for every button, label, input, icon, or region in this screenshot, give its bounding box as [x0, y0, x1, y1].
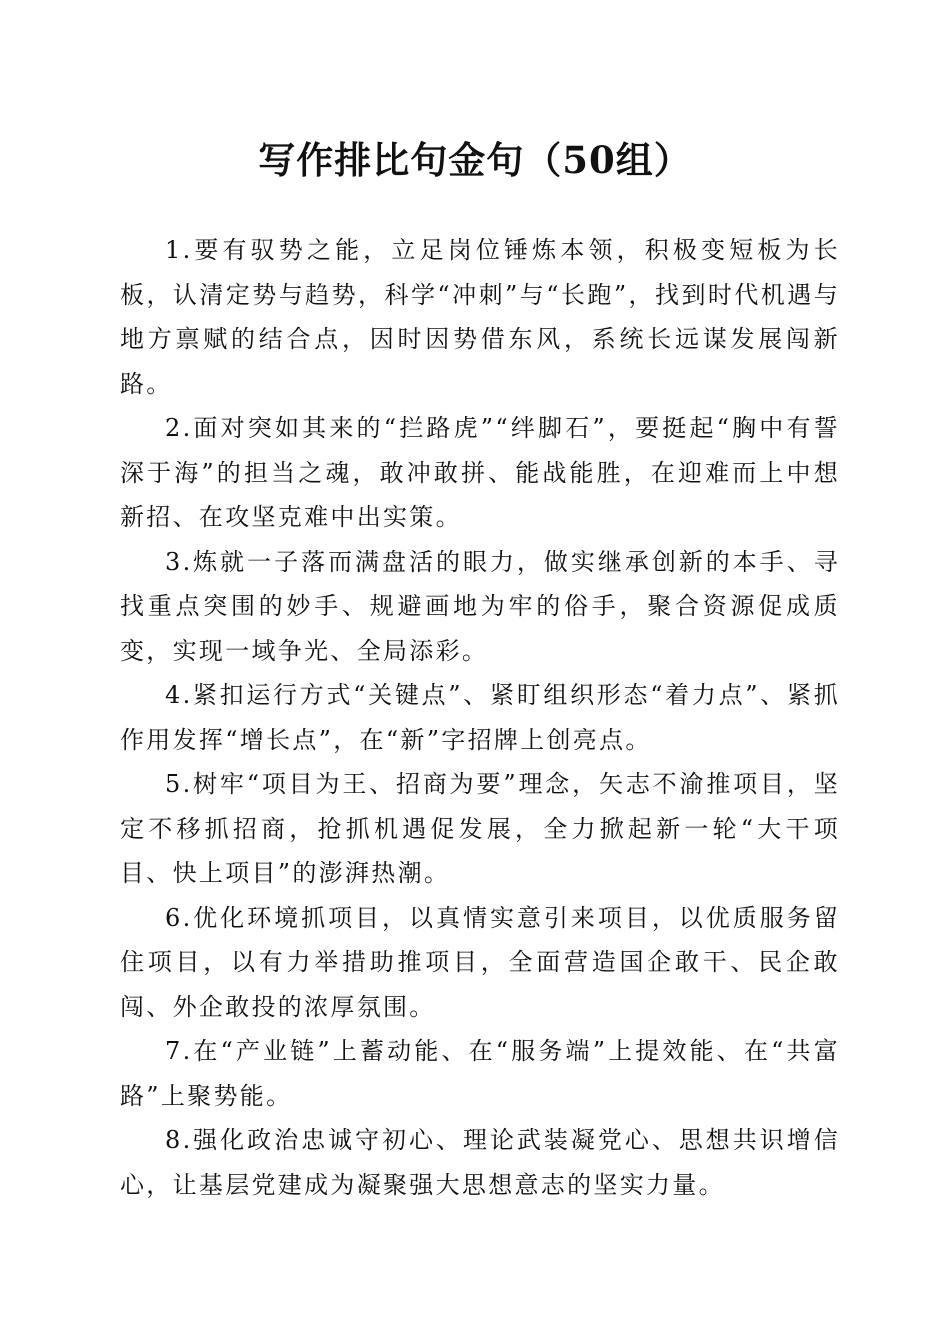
paragraph-5: 5.树牢“项目为王、招商为要”理念，矢志不渝推项目，坚定不移抓招商，抢抓机遇促发展，全力掀起新一轮“大干项目、快上项目”的澎湃热潮。 [120, 770, 840, 887]
page-title: 写作排比句金句（50组） [258, 138, 692, 182]
paragraph-4: 4.紧扣运行方式“关键点”、紧盯组织形态“着力点”、紧抓作用发挥“增长点”，在“新”字招牌上创亮点。 [120, 681, 840, 754]
paragraph-2: 2.面对突如其来的“拦路虎”“绊脚石”，要挺起“胸中有誓深于海”的担当之魂，敢冲敢拼、能战能胜，在迎难而上中想新招、在攻坚克难中出实策。 [120, 414, 840, 531]
paragraph-7: 7.在“产业链”上蓄动能、在“服务端”上提效能、在“共富路”上聚势能。 [120, 1037, 840, 1110]
paragraph-8: 8.强化政治忠诚守初心、理论武装凝党心、思想共识增信心，让基层党建成为凝聚强大思想意志的坚实力量。 [120, 1126, 840, 1199]
paragraph-1: 1.要有驭势之能，立足岗位锤炼本领，积极变短板为长板，认清定势与趋势，科学“冲刺”与“长跑”，找到时代机遇与地方禀赋的结合点，因时因势借东风，系统长远谋发展闯新路。 [120, 236, 840, 398]
paragraph-6: 6.优化环境抓项目，以真情实意引来项目，以优质服务留住项目，以有力举措助推项目，全面营造国企敢干、民企敢闯、外企敢投的浓厚氛围。 [120, 903, 840, 1021]
paragraph-3: 3.炼就一子落而满盘活的眼力，做实继承创新的本手、寻找重点突围的妙手、规避画地为牢的俗手，聚合资源促成质变，实现一域争光、全局添彩。 [120, 547, 840, 665]
document-body [120, 228, 840, 1207]
